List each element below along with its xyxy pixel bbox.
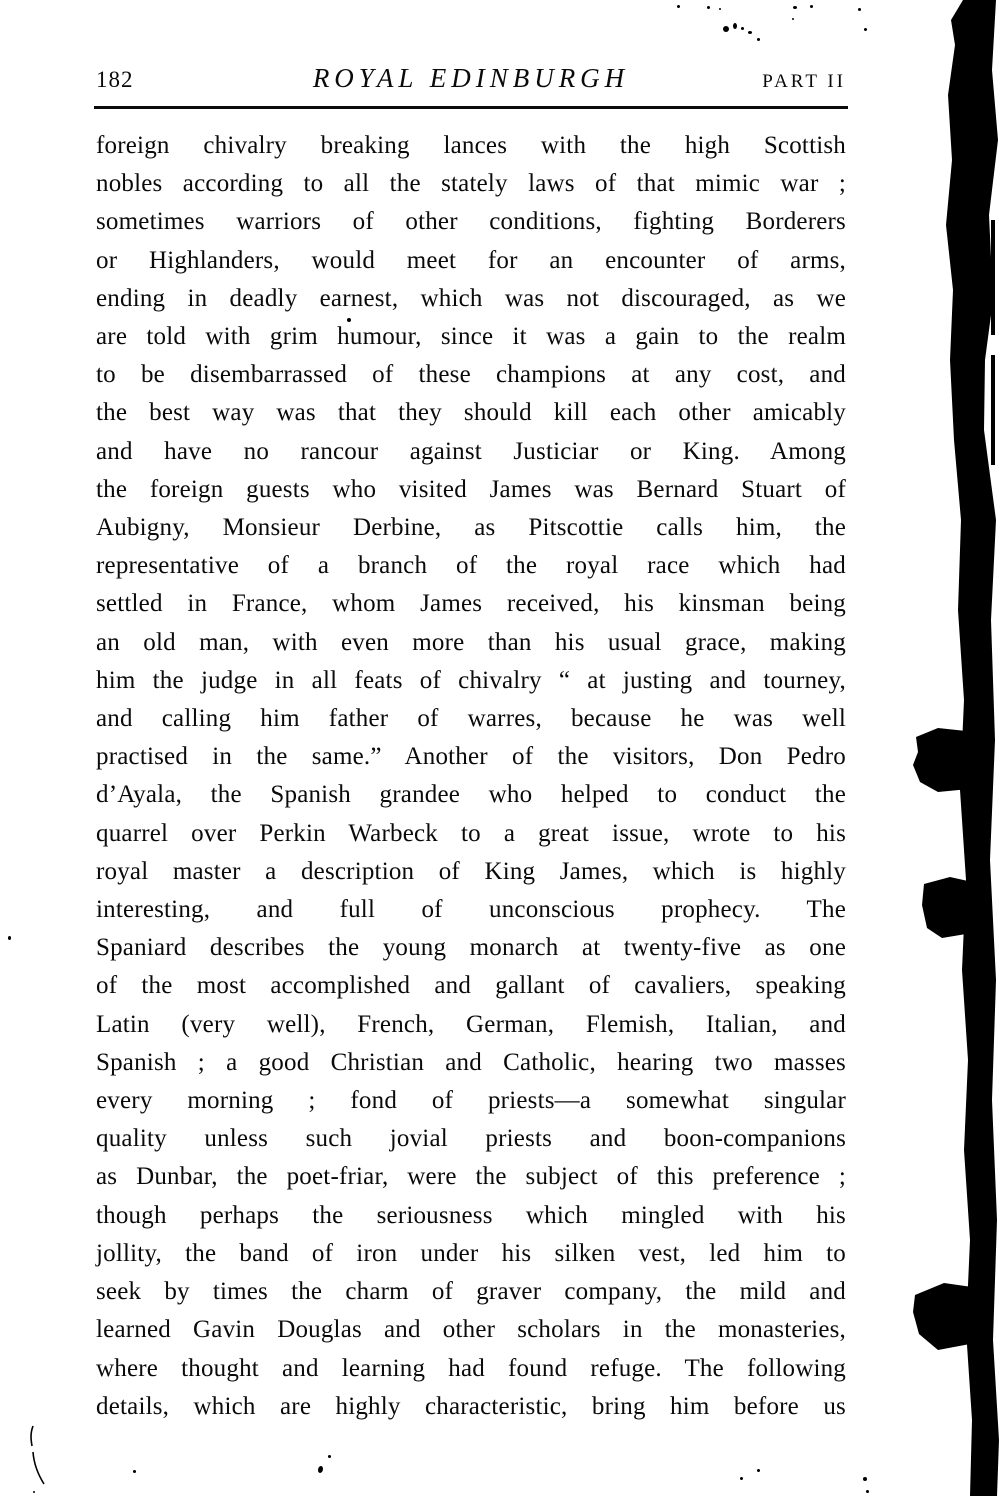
scan-speck: [757, 38, 760, 41]
scan-speck: [328, 1455, 331, 1458]
text-line: and calling him father of warres, because he was well: [96, 705, 846, 733]
scan-speck: [707, 6, 710, 9]
scan-speck: [33, 1491, 35, 1493]
text-line: practised in the same.” Another of the visitors, Don Pedro: [96, 743, 846, 771]
scan-speck: [863, 1477, 867, 1481]
scan-speck: [748, 31, 752, 34]
text-line: jollity, the band of iron under his silken vest, led him to: [96, 1239, 846, 1267]
scan-artifact-mark: [31, 1426, 33, 1446]
scan-speck: [864, 28, 867, 31]
part-label: PART II: [762, 71, 846, 92]
text-line: quarrel over Perkin Warbeck to a great issue, wrote to his: [96, 819, 846, 847]
scan-speck: [793, 6, 797, 9]
text-line: d’Ayala, the Spanish grandee who helped to conduct the: [96, 781, 846, 809]
text-line: quality unless such jovial priests and boon-companions: [96, 1125, 846, 1153]
text-line: as Dunbar, the poet-friar, were the subject of this preference ;: [96, 1163, 846, 1191]
page-header: [96, 63, 846, 94]
text-line: learned Gavin Douglas and other scholars in the monasteries,: [96, 1316, 846, 1344]
scan-speck: [741, 27, 744, 30]
text-line: representative of a branch of the royal race which had: [96, 552, 846, 580]
text-line: seek by times the charm of graver company, the mild and: [96, 1278, 846, 1306]
text-line: or Highlanders, would meet for an encounter of arms,: [96, 246, 846, 274]
text-line: details, which are highly characteristic, bring him before us: [96, 1392, 846, 1420]
text-line: foreign chivalry breaking lances with the high Scottish: [96, 132, 846, 159]
text-line: the foreign guests who visited James was Bernard Stuart of: [96, 475, 846, 503]
scan-speck: [347, 318, 351, 322]
text-line: are told with grim humour, since it was a gain to the realm: [96, 323, 846, 351]
scan-speck: [677, 5, 680, 8]
scan-speck: [733, 23, 737, 29]
text-line: to be disembarrassed of these champions at any cost, and: [96, 361, 846, 389]
page-body: [96, 127, 846, 1426]
scan-speck: [866, 1490, 869, 1493]
text-line: royal master a description of King James, which is highly: [96, 857, 846, 885]
running-title: ROYAL EDINBURGH: [312, 63, 630, 93]
scan-speck: [318, 1466, 323, 1473]
scan-artifact-mark: [33, 1452, 44, 1484]
scan-speck: [719, 8, 721, 10]
text-line: and have no rancour against Justiciar or King. Among: [96, 437, 846, 465]
scan-speck: [133, 1470, 136, 1473]
scan-speck: [723, 26, 729, 32]
text-line: the best way was that they should kill each other amicably: [96, 399, 846, 427]
scan-speck: [810, 5, 813, 8]
text-line: Aubigny, Monsieur Derbine, as Pitscottie calls him, the: [96, 514, 846, 542]
scan-speck: [858, 8, 861, 11]
text-line: of the most accomplished and gallant of cavaliers, speaking: [96, 972, 846, 1000]
text-line: sometimes warriors of other conditions, fighting Borderers: [96, 208, 846, 236]
scan-speck: [757, 1469, 760, 1472]
text-line: where thought and learning had found refuge. The following: [96, 1354, 846, 1382]
text-line: though perhaps the seriousness which mingled with his: [96, 1201, 846, 1229]
text-line: an old man, with even more than his usual grace, making: [96, 628, 846, 656]
text-line: him the judge in all feats of chivalry “ at justing and tourney,: [96, 666, 846, 694]
scan-speck: [792, 18, 794, 20]
text-line: Spanish ; a good Christian and Catholic, hearing two masses: [96, 1048, 846, 1076]
text-line: Spaniard describes the young monarch at twenty-five as one: [96, 934, 846, 962]
text-line: settled in France, whom James received, his kinsman being: [96, 590, 846, 618]
text-line: ending in deadly earnest, which was not discouraged, as we: [96, 284, 846, 312]
text-line: every morning ; fond of priests—a somewhat singular: [96, 1087, 846, 1115]
header-rule: [94, 106, 848, 109]
text-line: Latin (very well), French, German, Flemish, Italian, and: [96, 1010, 846, 1038]
text-line: interesting, and full of unconscious prophecy. The: [96, 896, 846, 924]
scan-speck: [8, 936, 11, 940]
text-line: nobles according to all the stately laws of that mimic war ;: [96, 170, 846, 198]
scan-speck: [740, 1477, 743, 1480]
page-number: 182: [96, 67, 134, 92]
